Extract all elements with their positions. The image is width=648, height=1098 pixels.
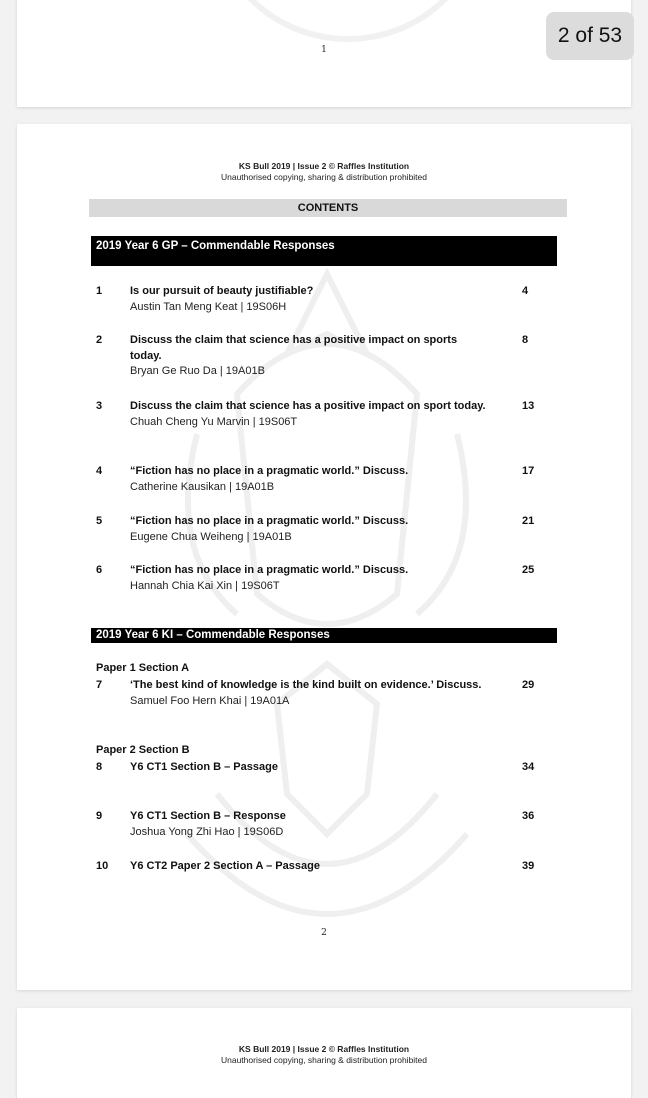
- subheading-paper-1: Paper 1 Section A: [96, 662, 190, 674]
- page-header: [17, 161, 631, 183]
- entry-author: Joshua Yong Zhi Hao | 19S06D: [130, 825, 284, 838]
- entry-author: Hannah Chia Kai Xin | 19S06T: [130, 579, 280, 592]
- entry-page: 21: [522, 515, 535, 527]
- subheading-paper-2: Paper 2 Section B: [96, 744, 190, 756]
- entry-page: 39: [522, 860, 535, 872]
- entry-title: “Fiction has no place in a pragmatic world.” Discuss.: [130, 515, 409, 527]
- entry-title: Y6 CT1 Section B – Passage: [130, 761, 278, 773]
- toc-entry[interactable]: [96, 563, 536, 594]
- header-line-2: Unauthorised copying, sharing & distribution prohibited: [220, 1055, 427, 1065]
- entry-title: Is our pursuit of beauty justifiable?: [130, 285, 314, 297]
- entry-page: 8: [522, 334, 529, 346]
- entry-author: Samuel Foo Hern Khai | 19A01A: [130, 694, 290, 707]
- page-header: [17, 1044, 631, 1066]
- entry-page: 25: [522, 564, 535, 576]
- page-counter-badge: 2 of 53: [546, 12, 634, 60]
- toc-entry[interactable]: [96, 514, 536, 545]
- toc-entry[interactable]: [96, 333, 536, 380]
- entry-author: Austin Tan Meng Keat | 19S06H: [130, 300, 287, 313]
- header-line-1: KS Bull 2019 | Issue 2 © Raffles Institution: [238, 161, 410, 171]
- toc-entry[interactable]: [96, 464, 536, 495]
- entry-author: Bryan Ge Ruo Da | 19A01B: [130, 365, 265, 377]
- entry-author: Eugene Chua Weiheng | 19A01B: [130, 530, 292, 543]
- entry-title: Y6 CT2 Paper 2 Section A – Passage: [130, 860, 320, 872]
- crest-watermark: [207, 0, 489, 42]
- entry-number: 1: [96, 285, 103, 297]
- entry-title: Discuss the claim that science has a positive impact on sports today.: [130, 334, 458, 362]
- entry-number: 3: [96, 400, 103, 412]
- entry-title: Y6 CT1 Section B – Response: [130, 810, 286, 822]
- document-page-2: [17, 124, 631, 990]
- entry-number: 8: [96, 761, 103, 773]
- toc-entry[interactable]: [96, 284, 536, 315]
- entry-number: 10: [96, 860, 109, 872]
- document-page-3: [17, 1008, 631, 1098]
- toc-entry[interactable]: [96, 859, 536, 875]
- section-heading-gp: 2019 Year 6 GP – Commendable Responses: [91, 236, 557, 266]
- entry-page: 4: [522, 285, 529, 297]
- document-page-1: [17, 0, 631, 107]
- toc-entry[interactable]: [96, 760, 536, 776]
- entry-title: ‘The best kind of knowledge is the kind built on evidence.’ Discuss.: [130, 679, 482, 691]
- toc-entry[interactable]: [96, 809, 536, 840]
- contents-heading: CONTENTS: [89, 199, 567, 217]
- page-number: 1: [321, 45, 327, 55]
- entry-number: 5: [96, 515, 103, 527]
- entry-title: “Fiction has no place in a pragmatic world.” Discuss.: [130, 465, 409, 477]
- entry-author: Chuah Cheng Yu Marvin | 19S06T: [130, 415, 298, 428]
- entry-number: 7: [96, 679, 103, 691]
- page-number: 2: [321, 928, 327, 938]
- entry-number: 2: [96, 334, 103, 346]
- entry-number: 9: [96, 810, 103, 822]
- entry-page: 13: [522, 400, 535, 412]
- entry-title: Discuss the claim that science has a positive impact on sport today.: [130, 400, 486, 412]
- entry-page: 36: [522, 810, 535, 822]
- entry-page: 34: [522, 761, 535, 773]
- entry-number: 4: [96, 465, 103, 477]
- entry-title: “Fiction has no place in a pragmatic world.” Discuss.: [130, 564, 409, 576]
- entry-page: 29: [522, 679, 535, 691]
- header-line-1: KS Bull 2019 | Issue 2 © Raffles Institution: [238, 1044, 410, 1054]
- entry-number: 6: [96, 564, 103, 576]
- entry-author: Catherine Kausikan | 19A01B: [130, 480, 275, 493]
- header-line-2: Unauthorised copying, sharing & distribution prohibited: [220, 172, 427, 182]
- section-heading-ki: 2019 Year 6 KI – Commendable Responses: [91, 628, 557, 643]
- toc-entry[interactable]: [96, 399, 536, 430]
- entry-page: 17: [522, 465, 535, 477]
- toc-entry[interactable]: [96, 678, 536, 709]
